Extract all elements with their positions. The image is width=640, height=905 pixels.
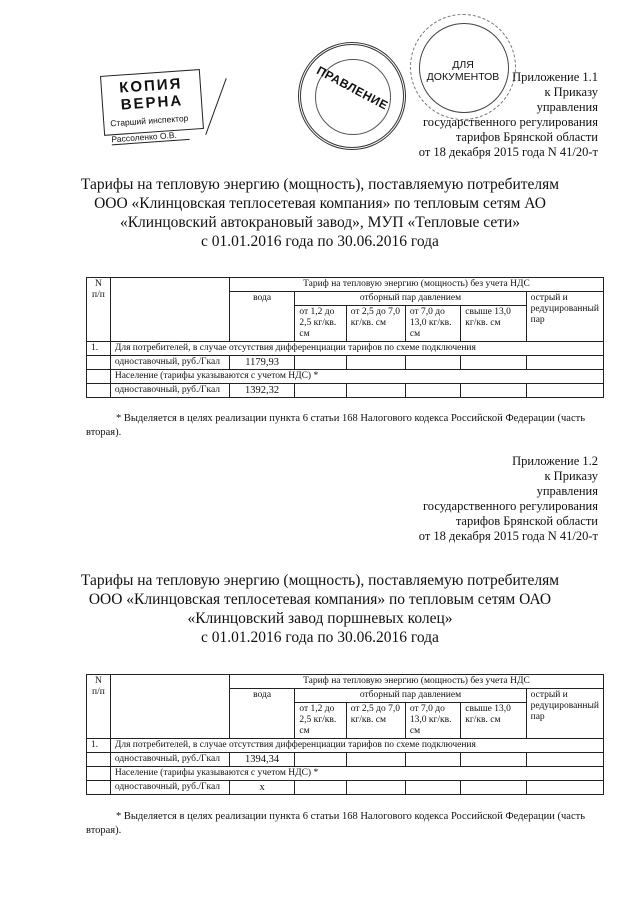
header-pressure-3: от 7,0 до 13,0 кг/кв. см [405,306,460,342]
row-group-label: Население (тарифы указываются с учетом НДС) * [110,370,603,384]
table-row [87,767,604,781]
table-row [87,370,604,384]
appendix-line: тарифов Брянской области [455,514,598,528]
cell-empty [461,753,526,767]
cell-empty [346,781,405,795]
row-water-value: 1392,32 [229,384,295,398]
header-water: вода [229,292,295,342]
row-label: одноставочный, руб./Гкал [110,356,229,370]
title-line: ООО «Клинцовская теплосетевая компания» по тепловым сетям ОАО [88,591,552,608]
header-tariff-group: Тариф на тепловую энергию (мощность) без учета НДС [229,278,603,292]
stamp-name: Рассоленко О.В. [111,129,190,145]
row-water-value: 1179,93 [229,356,295,370]
section2-title [0,571,640,647]
table-row [87,781,604,795]
header-pressure-1: от 1,2 до 2,5 кг/кв. см [295,306,346,342]
cell-empty [346,753,405,767]
header-steam-group: отборный пар давлением [295,292,526,306]
appendix-number: Приложение 1.2 [512,454,598,468]
cell-empty [526,781,603,795]
header-num: N п/п [87,278,111,342]
header-pressure-2: от 2,5 до 7,0 кг/кв. см [346,703,405,739]
row-num-empty [87,767,111,781]
seal-center-text: ПРАВЛЕНИЕ [314,63,391,113]
header-steam-group: отборный пар давлением [295,689,526,703]
row-label: одноставочный, руб./Гкал [110,753,229,767]
header-pressure-1: от 1,2 до 2,5 кг/кв. см [295,703,346,739]
title-line: «Клинцовский автокрановый завод», МУП «Тепловые сети» [119,214,521,231]
title-line: «Клинцовский завод поршневых колец» [187,610,453,627]
row-num-empty [87,356,111,370]
row-num: 1. [87,739,111,753]
header-empty [110,278,229,342]
cell-empty [346,384,405,398]
header-sharp-steam: острый и редуцированный пар [526,689,603,739]
table-row [87,739,604,753]
cell-empty [461,356,526,370]
signature-stroke [205,78,226,135]
stamp-title: КОПИЯ ВЕРНА [118,75,184,114]
table-row [87,753,604,767]
appendix-line: государственного регулирования [422,115,598,129]
title-period: с 01.01.2016 года по 30.06.2016 года [201,233,439,250]
header-tariff-group: Тариф на тепловую энергию (мощность) без учета НДС [229,675,603,689]
cell-empty [461,781,526,795]
row-label: одноставочный, руб./Гкал [110,384,229,398]
appendix-1-2-header [419,454,598,544]
cell-empty [526,356,603,370]
footnote-2: * Выделяется в целях реализации пункта 6 статьи 168 Налогового кодекса Российской Федерации (часть вторая). [86,811,586,836]
cell-empty [526,384,603,398]
title-line: ООО «Клинцовская теплосетевая компания» по тепловым сетям АО [94,195,546,212]
row-group-label: Для потребителей, в случае отсутствия дифференциации тарифов по схеме подключения [110,342,603,356]
appendix-date: от 18 декабря 2015 года N 41/20-т [418,529,598,543]
appendix-line: тарифов Брянской области [455,130,598,144]
table-row [87,384,604,398]
appendix-1-1-header [419,70,598,160]
appendix-line: управления [536,484,598,498]
footnote-1: * Выделяется в целях реализации пункта 6 статьи 168 Налогового кодекса Российской Федерации (часть вторая). [86,413,586,438]
row-num-empty [87,370,111,384]
row-water-value: 1394,34 [229,753,295,767]
round-seal [298,42,406,150]
cell-empty [405,781,460,795]
documents-seal-line2: ДОКУМЕНТОВ [426,71,500,83]
section1-title [0,175,640,251]
title-period: с 01.01.2016 года по 30.06.2016 года [201,629,439,646]
appendix-line: к Приказу [544,85,598,99]
appendix-line: государственного регулирования [422,499,598,513]
copy-verified-stamp [100,69,204,145]
table-row [87,342,604,356]
tariff-table-2 [86,674,604,795]
cell-empty [295,384,346,398]
header-pressure-4: свыше 13,0 кг/кв. см [461,703,526,739]
header-pressure-3: от 7,0 до 13,0 кг/кв. см [405,703,460,739]
title-line: Тарифы на тепловую энергию (мощность), поставляемую потребителям [80,572,560,589]
header-sharp-steam: острый и редуцированный пар [526,292,603,342]
row-label: одноставочный, руб./Гкал [110,781,229,795]
row-num-empty [87,384,111,398]
row-num-empty [87,753,111,767]
header-pressure-2: от 2,5 до 7,0 кг/кв. см [346,306,405,342]
row-group-label: Для потребителей, в случае отсутствия дифференциации тарифов по схеме подключения [110,739,603,753]
cell-empty [405,753,460,767]
header-num: N п/п [87,675,111,739]
cell-empty [295,356,346,370]
header-pressure-4: свыше 13,0 кг/кв. см [461,306,526,342]
row-group-label: Население (тарифы указываются с учетом НДС) * [110,767,603,781]
table-row [87,356,604,370]
appendix-number: Приложение 1.1 [512,70,598,84]
row-num: 1. [87,342,111,356]
appendix-date: от 18 декабря 2015 года N 41/20-т [418,145,598,159]
cell-empty [405,384,460,398]
header-water: вода [229,689,295,739]
cell-empty [295,781,346,795]
appendix-line: управления [536,100,598,114]
cell-empty [526,753,603,767]
cell-empty [346,356,405,370]
header-empty [110,675,229,739]
title-line: Тарифы на тепловую энергию (мощность), поставляемую потребителям [80,176,560,193]
row-num-empty [87,781,111,795]
cell-empty [461,384,526,398]
documents-seal-line1: ДЛЯ [452,59,474,71]
stamp-position: Старший инспектор [109,112,189,129]
appendix-line: к Приказу [544,469,598,483]
cell-empty [295,753,346,767]
cell-empty [405,356,460,370]
row-water-value: x [229,781,295,795]
tariff-table-1 [86,277,604,398]
